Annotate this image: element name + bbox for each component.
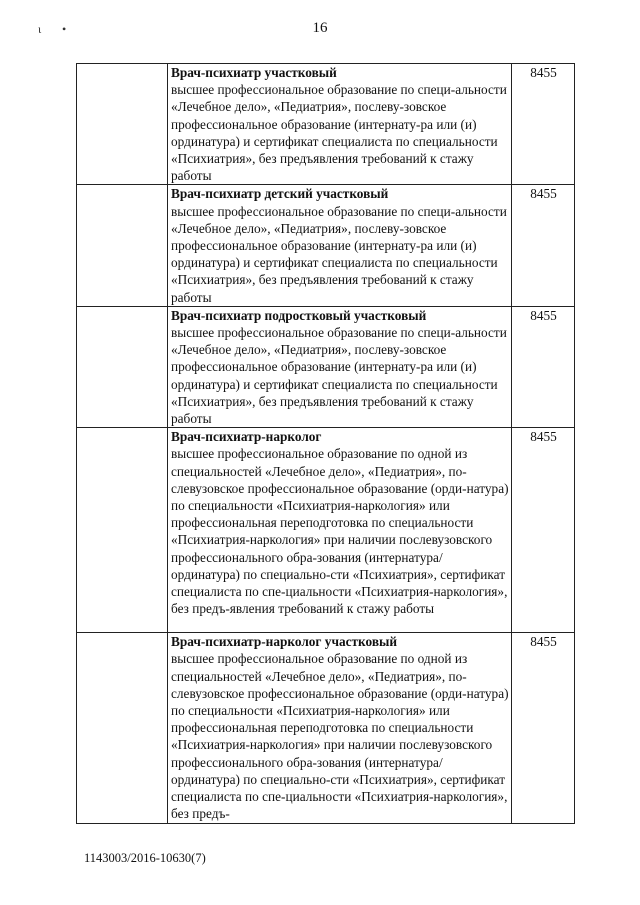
positions-table bbox=[76, 63, 575, 824]
table-row bbox=[77, 64, 575, 185]
position-title: Врач-психиатр-нарколог участковый bbox=[171, 634, 398, 650]
position-cell bbox=[168, 64, 512, 185]
table-row bbox=[77, 633, 575, 823]
table-row bbox=[77, 306, 575, 427]
empty-cell bbox=[77, 64, 168, 185]
position-title: Врач-психиатр участковый bbox=[171, 65, 337, 80]
document-code: 1143003/2016-10630(7) bbox=[84, 851, 206, 865]
salary-rate: 8455 bbox=[512, 64, 575, 185]
salary-rate: 8455 bbox=[512, 185, 575, 306]
scan-mark: • bbox=[62, 22, 67, 36]
table-row bbox=[77, 185, 575, 306]
salary-rate: 8455 bbox=[512, 428, 575, 633]
position-requirements: высшее профессиональное образование по одной из специальностей «Лечебное дело», «Педиатрия», по-слевузовское профессиональное образование (орди-натура) по специальности «Психиатрия-наркология» или профессиональная переподготовка по специальности «Психиатрия-наркология» при наличии послевузовского профессионального обра-зования (интернатура/ординатура) по специально-сти «Психиатрия», сертификат специалиста по спе-циальности «Психиатрия-наркология», без предъ- bbox=[171, 651, 509, 822]
salary-rate: 8455 bbox=[512, 306, 575, 427]
position-requirements: высшее профессиональное образование по одной из специальностей «Лечебное дело», «Педиатрия», по-слевузовское профессиональное образование (орди-натура) по специальности «Психиатрия-наркология» или профессиональная переподготовка по специальности «Психиатрия-наркология» при наличии послевузовского профессионального обра-зования (интернатура/ординатура) по специально-сти «Психиатрия», сертификат специалиста по спе-циальности «Психиатрия-наркология», без предъ-явления требований к стажу работы bbox=[171, 446, 509, 617]
empty-cell bbox=[77, 633, 168, 823]
page-number: 16 bbox=[312, 20, 328, 36]
position-requirements: высшее профессиональное образование по специ-альности «Лечебное дело», «Педиатрия», послеву-зовское профессиональное образование (интернату-ра или (и) ординатура) и сертификат специалиста по специальности «Психиатрия», без предъявления требований к стажу работы bbox=[171, 325, 507, 427]
table-row bbox=[77, 428, 575, 633]
position-cell bbox=[168, 306, 512, 427]
scan-mark: ι bbox=[38, 22, 42, 36]
position-title: Врач-психиатр-нарколог bbox=[171, 429, 322, 445]
empty-cell bbox=[77, 306, 168, 427]
position-cell bbox=[168, 428, 512, 633]
empty-cell bbox=[77, 185, 168, 306]
position-title: Врач-психиатр подростковый участковый bbox=[171, 307, 427, 323]
position-requirements: высшее профессиональное образование по специ-альности «Лечебное дело», «Педиатрия», послеву-зовское профессиональное образование (интернату-ра или (и) ординатура) и сертификат специалиста по специальности «Психиатрия», без предъявления требований к стажу работы bbox=[171, 203, 507, 305]
salary-rate: 8455 bbox=[512, 633, 575, 823]
position-cell bbox=[168, 185, 512, 306]
empty-cell bbox=[77, 428, 168, 633]
position-title: Врач-психиатр детский участковый bbox=[171, 186, 389, 202]
position-cell bbox=[168, 633, 512, 823]
position-requirements: высшее профессиональное образование по специ-альности «Лечебное дело», «Педиатрия», послеву-зовское профессиональное образование (интернату-ра или (и) ординатура) и сертификат специалиста по специальности «Психиатрия», без предъявления требований к стажу работы bbox=[171, 82, 507, 184]
